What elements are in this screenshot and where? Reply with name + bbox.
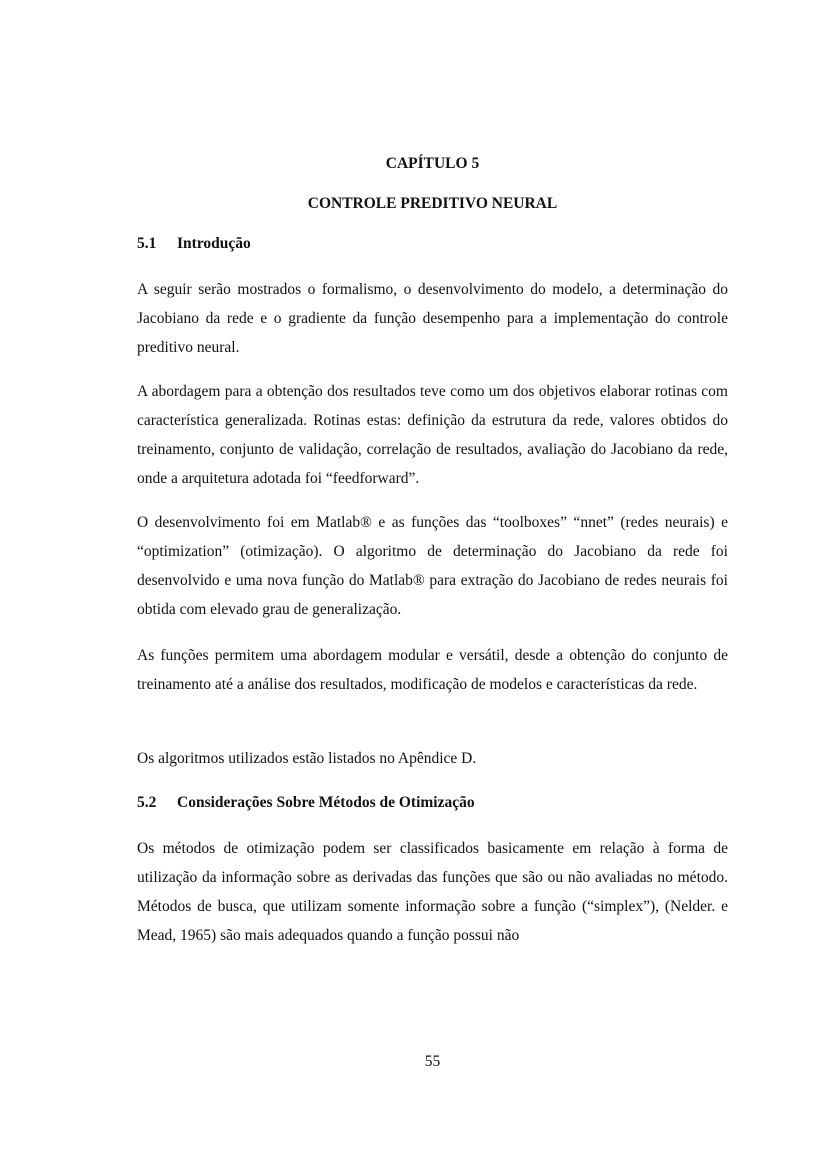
paragraph: Os algoritmos utilizados estão listados no Apêndice D.: [137, 750, 477, 767]
paragraph: As funções permitem uma abordagem modular e versátil, desde a obtenção do conjunto de treinamento até a análise dos resultados, modificação de modelos e características da rede.: [137, 647, 728, 693]
chapter-title: CAPÍTULO 5: [385, 155, 480, 172]
chapter-subtitle: CONTROLE PREDITIVO NEURAL: [307, 195, 558, 212]
section-title: Introdução: [177, 235, 251, 252]
section-title: Considerações Sobre Métodos de Otimização: [177, 794, 475, 811]
page-number: 55: [424, 1053, 441, 1070]
paragraph: A seguir serão mostrados o formalismo, o desenvolvimento do modelo, a determinação do Jacobiano da rede e o gradiente da função desempenho para a implementação do controle preditivo neural.: [137, 281, 728, 356]
section-number: 5.2: [137, 794, 157, 811]
section-heading-consideracoes: [137, 792, 475, 814]
paragraph: Os métodos de otimização podem ser classificados basicamente em relação à forma de utilização da informação sobre as derivadas das funções que são ou não avaliadas no método. Métodos de busca, que utilizam somente informação sobre a função (“simplex”), (Nelder. e Mead, 1965) são mais adequados quando a função possui não: [137, 840, 728, 944]
paragraph: O desenvolvimento foi em Matlab® e as funções das “toolboxes” “nnet” (redes neurais) e “optimization” (otimização). O algoritmo de determinação do Jacobiano da rede foi desenvolvido e uma nova função do Matlab® para extração do Jacobiano de redes neurais foi obtida com elevado grau de generalização.: [137, 514, 728, 618]
section-heading-introducao: [137, 233, 251, 255]
paragraph: A abordagem para a obtenção dos resultados teve como um dos objetivos elaborar rotinas com característica generalizada. Rotinas estas: definição da estrutura da rede, valores obtidos do treinamento, conjunto de validação, correlação de resultados, avaliação do Jacobiano da rede, onde a arquitetura adotada foi “feedforward”.: [137, 383, 728, 487]
section-number: 5.1: [137, 235, 157, 252]
